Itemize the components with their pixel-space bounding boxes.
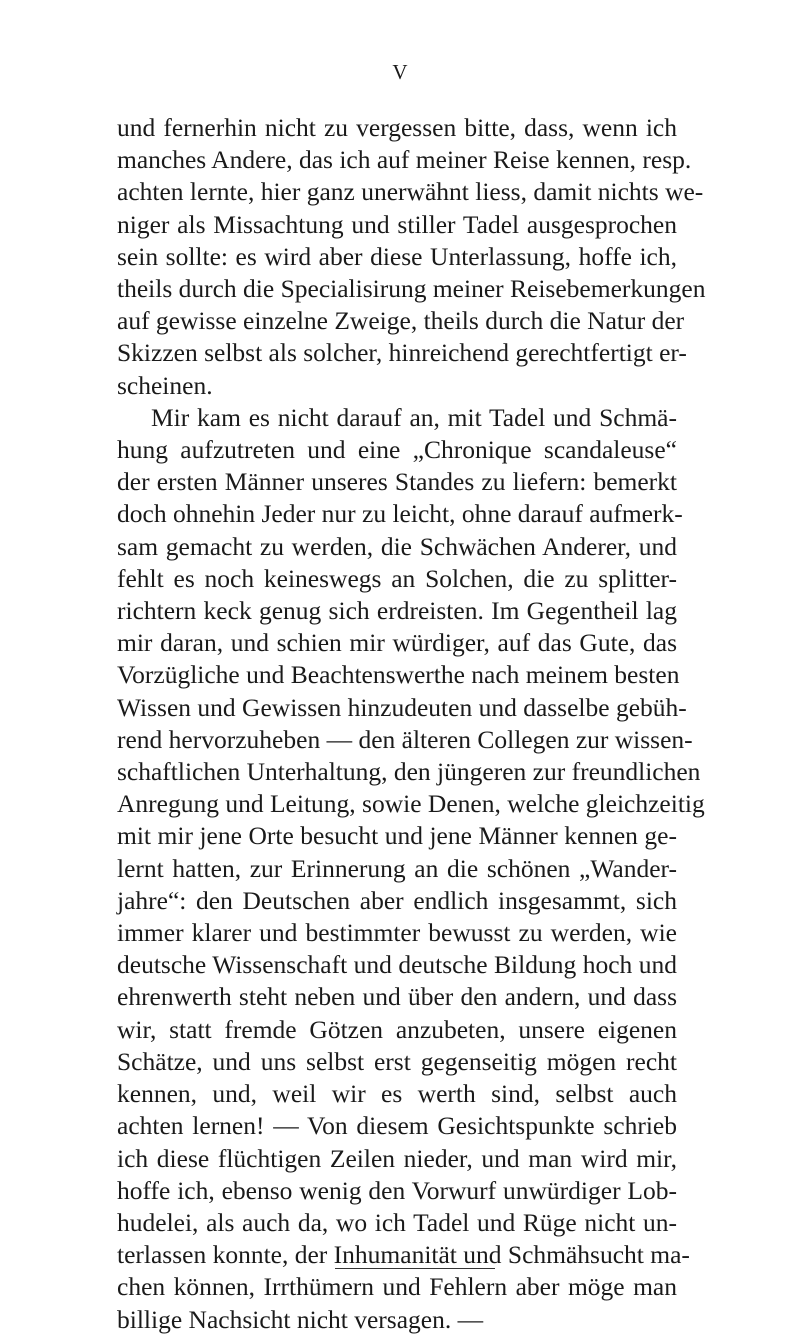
text-line: richtern keck genug sich erdreisten. Im Gegentheil lag: [117, 596, 677, 626]
text-line: scheinen.: [117, 370, 213, 400]
text-line: Anregung und Leitung, sowie Denen, welche gleichzeitig: [117, 789, 705, 819]
text-line: und fernerhin nicht zu vergessen bitte, dass, wenn ich: [117, 113, 677, 142]
text-line: wir, statt fremde Götzen anzubeten, unsere eigenen: [117, 1014, 677, 1044]
closing-rule: [335, 1268, 495, 1269]
text-line: mir daran, und schien mir würdiger, auf das Gute, das: [117, 628, 677, 658]
text-line: sein sollte: es wird aber diese Unterlassung, hoffe ich,: [117, 241, 677, 271]
text-line: immer klarer und bestimmter bewusst zu werden, wie: [117, 918, 677, 948]
text-line: hung aufzutreten und eine „Chronique scandaleuse“: [117, 435, 677, 465]
text-line: lernt hatten, zur Erinnerung an die schönen „Wander-: [117, 853, 677, 883]
text-line: mit mir jene Orte besucht und jene Männer kennen ge-: [117, 821, 677, 851]
text-line: ich diese flüchtigen Zeilen nieder, und man wird mir,: [117, 1143, 677, 1173]
text-line: chen können, Irrthümern und Fehlern aber möge man: [117, 1272, 677, 1302]
text-line: niger als Missachtung und stiller Tadel ausgesprochen: [117, 209, 677, 239]
text-line: Mir kam es nicht darauf an, mit Tadel und Schmä-: [151, 402, 677, 432]
text-line: Skizzen selbst als solcher, hinreichend gerechtfertigt er-: [117, 338, 687, 368]
text-line: der ersten Männer unseres Standes zu liefern: bemerkt: [117, 467, 677, 497]
body-text: [117, 112, 706, 1336]
text-line: deutsche Wissenschaft und deutsche Bildung hoch und: [117, 950, 677, 980]
page-number: V: [392, 60, 409, 84]
text-line: fehlt es noch keineswegs an Solchen, die zu splitter-: [117, 563, 677, 593]
text-line: kennen, und, weil wir es werth sind, selbst auch: [117, 1079, 677, 1109]
text-line: jahre“: den Deutschen aber endlich insgesammt, sich: [117, 885, 677, 915]
text-line: hudelei, als auch da, wo ich Tadel und Rüge nicht un-: [117, 1207, 677, 1237]
text-line: achten lernen! — Von diesem Gesichtspunkte schrieb: [117, 1111, 677, 1141]
text-line: sam gemacht zu werden, die Schwächen Anderer, und: [117, 531, 677, 561]
text-line: Vorzügliche und Beachtenswerthe nach meinem besten: [117, 660, 680, 690]
text-line: auf gewisse einzelne Zweige, theils durch die Natur der: [117, 306, 685, 336]
text-line: billige Nachsicht nicht versagen. —: [117, 1304, 484, 1334]
text-line: hoffe ich, ebenso wenig den Vorwurf unwürdiger Lob-: [117, 1175, 677, 1205]
text-line: doch ohnehin Jeder nur zu leicht, ohne darauf aufmerk-: [117, 499, 683, 529]
text-line: Wissen und Gewissen hinzudeuten und dasselbe gebüh-: [117, 692, 687, 722]
text-line: achten lernte, hier ganz unerwähnt liess, damit nichts we-: [117, 177, 704, 207]
text-line: terlassen konnte, der Inhumanität und Schmähsucht ma-: [117, 1240, 690, 1270]
text-line: rend hervorzuheben — den älteren Collegen zur wissen-: [117, 724, 693, 754]
text-line: theils durch die Specialisirung meiner Reisebemerkungen: [117, 274, 706, 304]
text-line: Schätze, und uns selbst erst gegenseitig mögen recht: [117, 1046, 677, 1076]
text-line: schaftlichen Unterhaltung, den jüngeren zur freundlichen: [117, 757, 701, 787]
text-line: ehrenwerth steht neben und über den andern, und dass: [117, 982, 677, 1012]
text-line: manches Andere, das ich auf meiner Reise kennen, resp.: [117, 145, 692, 175]
